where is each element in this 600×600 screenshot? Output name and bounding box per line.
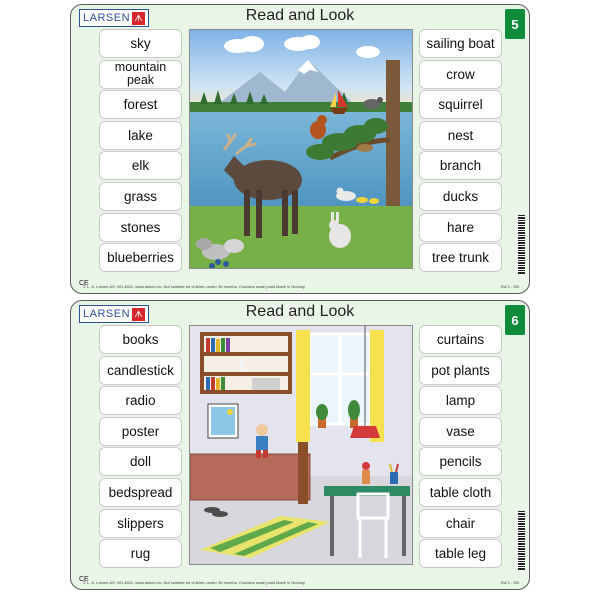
word-card-radio[interactable]: radio [99,386,182,415]
word-card-forest[interactable]: forest [99,90,182,119]
nature-scene-svg [190,30,413,269]
footer-legal: © L. A. Larsen AS, NO-4801, www.larsen.no. Not suitable for children under 36 months. Contains small parts. [83,284,277,289]
word-card-doll[interactable]: doll [99,447,182,476]
word-card-table-cloth[interactable]: table cloth [419,478,502,507]
puzzle-board-5 [70,4,530,294]
barcode-icon [518,215,525,275]
word-card-pencils[interactable]: pencils [419,447,502,476]
nature-illustration [189,29,413,269]
word-card-tree-trunk[interactable]: tree trunk [419,243,502,272]
board-title: Read and Look [245,7,355,24]
word-card-sailing-boat[interactable]: sailing boat [419,29,502,58]
right-word-column [419,29,502,274]
word-card-pot-plants[interactable]: pot plants [419,356,502,385]
poster [208,404,238,438]
word-card-chair[interactable]: chair [419,509,502,538]
bedroom-illustration [189,325,413,565]
word-card-candlestick[interactable]: candlestick [99,356,182,385]
word-card-mountain-peak[interactable]: mountain peak [99,60,182,89]
word-card-table-leg[interactable]: table leg [419,539,502,568]
word-card-crow[interactable]: crow [419,60,502,89]
bedroom-scene-svg [190,326,413,565]
footer-origin: Made in Norway [276,580,305,585]
board-title: Read and Look [245,303,355,320]
word-card-lake[interactable]: lake [99,121,182,150]
footer-code: RA 3 - GB [500,284,519,289]
barcode-icon [518,511,525,571]
brand-name: LARSEN [83,308,131,320]
brand-name: LARSEN [83,12,131,24]
brand-mark-icon: ᗑ [132,308,145,321]
word-card-poster[interactable]: poster [99,417,182,446]
word-card-stones[interactable]: stones [99,213,182,242]
word-card-bedspread[interactable]: bedspread [99,478,182,507]
word-card-nest[interactable]: nest [419,121,502,150]
board-number-badge: 6 [505,305,525,335]
brand-mark-icon: ᗑ [132,12,145,25]
word-card-lamp[interactable]: lamp [419,386,502,415]
word-card-squirrel[interactable]: squirrel [419,90,502,119]
puzzle-board-6 [70,300,530,590]
radio [252,378,280,390]
word-card-hare[interactable]: hare [419,213,502,242]
word-card-rug[interactable]: rug [99,539,182,568]
board-number-badge: 5 [505,9,525,39]
right-word-column [419,325,502,570]
word-card-books[interactable]: books [99,325,182,354]
ce-mark: CE [79,576,89,583]
ce-mark: CE [79,280,89,287]
candlestick [240,358,244,372]
word-card-blueberries[interactable]: blueberries [99,243,182,272]
word-card-curtains[interactable]: curtains [419,325,502,354]
footer-legal: © L. A. Larsen AS, NO-4801, www.larsen.no. Not suitable for children under 36 months. Contains small parts. [83,580,277,585]
footer-code: RA 3 - GB [500,580,519,585]
left-word-column [99,29,182,274]
word-card-branch[interactable]: branch [419,151,502,180]
footer-origin: Made in Norway [276,284,305,289]
word-card-sky[interactable]: sky [99,29,182,58]
word-card-vase[interactable]: vase [419,417,502,446]
word-card-elk[interactable]: elk [99,151,182,180]
word-card-ducks[interactable]: ducks [419,182,502,211]
left-word-column [99,325,182,570]
word-card-slippers[interactable]: slippers [99,509,182,538]
grass-area [190,206,413,269]
bookshelf [200,332,292,394]
vase [362,462,370,484]
nest [357,144,373,152]
word-card-grass[interactable]: grass [99,182,182,211]
